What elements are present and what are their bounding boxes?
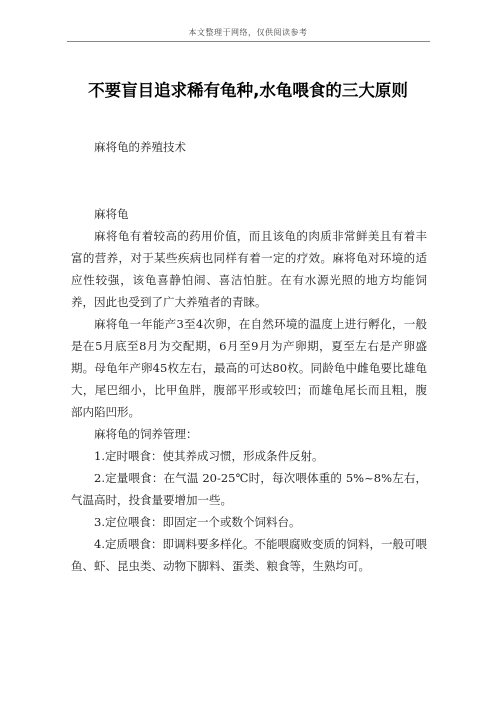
paragraph-breeding: 麻将龟一年能产3至4次卵，在自然环境的温度上进行孵化，一般是在5月底至8月为交配期，6月至9月为产卵期，夏至左右是产卵盛期。母龟年产卵45枚左右，最高的可达80枚。同龄龟中雌龟要比雄龟大，尾巴细小，比甲鱼胖，腹部平形或较凹；而雄龟尾长而且粗，腹部内陷凹形。 bbox=[71, 317, 427, 419]
paragraph-management-heading: 麻将龟的饲养管理： bbox=[94, 427, 198, 441]
list-item-1: 1.定时喂食：使其养成习惯，形成条件反射。 bbox=[94, 449, 324, 463]
header-divider bbox=[67, 41, 430, 42]
page-header: 本文整理于网络，仅供阅读参考 bbox=[188, 28, 308, 37]
list-item-4: 4.定质喂食：即调料要多样化。不能喂腐败变质的饲料，一般可喂鱼、虾、昆虫类、动物下脚料、蛋类、粮食等，生熟均可。 bbox=[71, 537, 427, 573]
document-subtitle bbox=[71, 136, 427, 158]
paragraph-intro: 麻将龟有着较高的药用价值，而且该龟的肉质非常鲜美且有着丰富的营养，对于某些疾病也同样有着一定的疗效。麻将龟对环境的适应性较强，该龟喜静怕闹、喜洁怕脏。在有水源光照的地方均能饲养，因此也受到了广大养殖者的青睐。 bbox=[71, 229, 427, 309]
section-heading: 麻将龟 bbox=[94, 207, 129, 221]
subtitle-text: 麻将龟的养殖技术 bbox=[94, 140, 186, 154]
list-item-3: 3.定位喂食：即固定一个或数个饲料台。 bbox=[94, 515, 301, 529]
list-item-2: 2.定量喂食：在气温 20-25℃时，每次喂体重的 5%~8%左右，气温高时，投食量要增加一些。 bbox=[71, 471, 427, 507]
document-title: 不要盲目追求稀有龟种,水龟喂食的三大原则 bbox=[88, 81, 408, 100]
document-body bbox=[71, 203, 427, 577]
